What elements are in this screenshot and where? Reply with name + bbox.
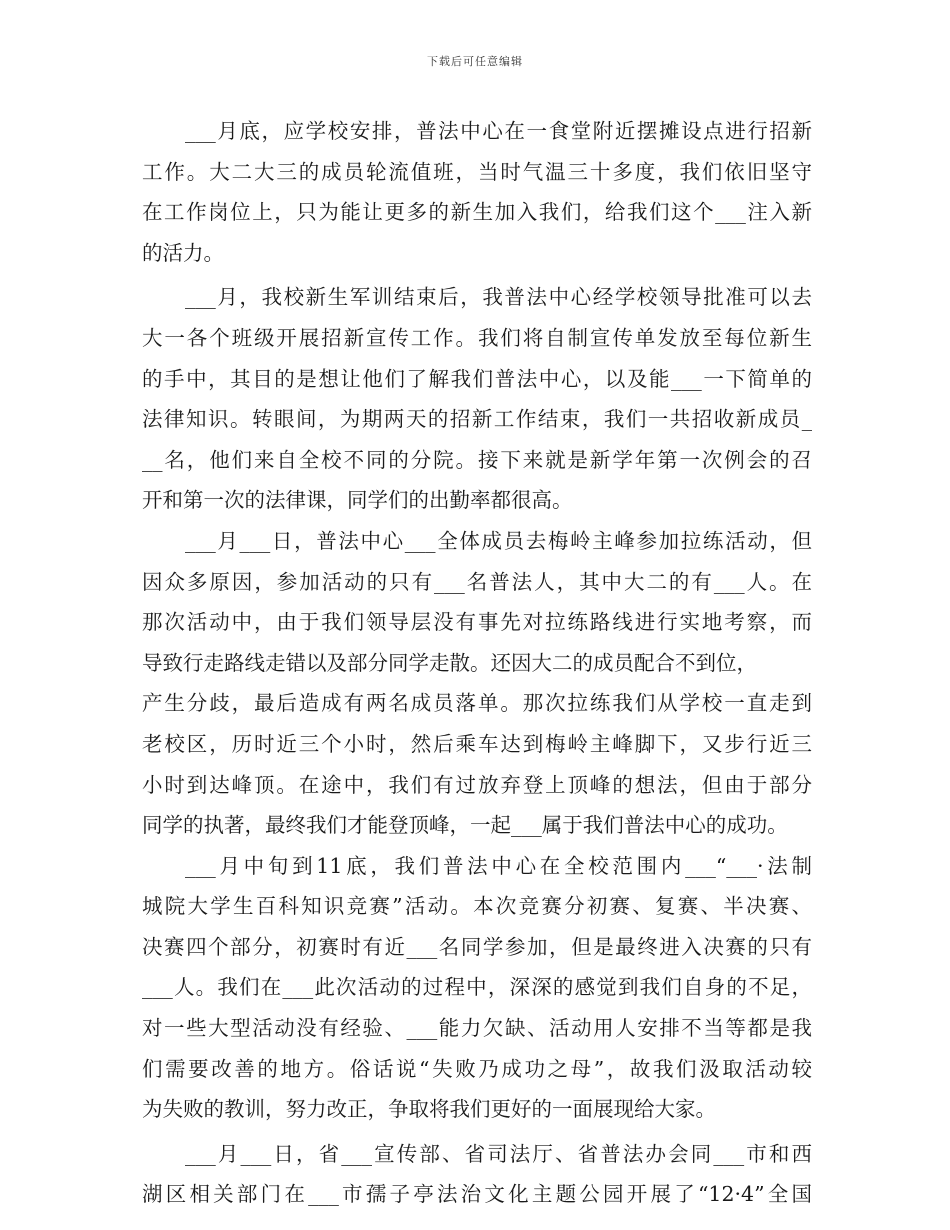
text-line: ___月___日，普法中心___全体成员去梅岭主峰参加拉练活动，但	[185, 528, 812, 553]
text-line: 开和第一次的法律课，同学们的出勤率都很高。	[142, 488, 573, 513]
text-line: __名，他们来自全校不同的分院。接下来就是新学年第一次例会的召	[142, 447, 812, 472]
text-line: 为失败的教训，努力改正，争取将我们更好的一面展现给大家。	[142, 1097, 716, 1122]
text-line: 的活力。	[142, 240, 224, 265]
text-line: 城院大学生百科知识竞赛”活动。本次竞赛分初赛、复赛、半决赛、	[142, 894, 812, 919]
text-line: ___月底，应学校安排，普法中心在一食堂附近摆摊设点进行招新	[185, 119, 812, 143]
text-line: 导致行走路线走错以及部分同学走散。还因大二的成员配合不到位，	[142, 650, 757, 675]
text-line: ___人。我们在___此次活动的过程中，深深的感觉到我们自身的不足，	[142, 975, 812, 1000]
text-line: 决赛四个部分，初赛时有近___名同学参加，但是最终进入决赛的只有	[142, 934, 812, 959]
text-line: 对一些大型活动没有经验、___能力欠缺、活动用人安排不当等都是我	[142, 1016, 812, 1041]
text-line: 那次活动中，由于我们领导层没有事先对拉练路线进行实地考察，而	[142, 610, 812, 635]
text-line: 同学的执著，最终我们才能登顶峰，一起___属于我们普法中心的成功。	[142, 813, 788, 838]
text-line: 因众多原因，参加活动的只有___名普法人，其中大二的有___人。在	[142, 569, 812, 594]
text-line: 湖区相关部门在___市孺子亭法治文化主题公园开展了“12·4”全国	[142, 1182, 812, 1207]
paragraph-law-day-event	[142, 1134, 812, 1215]
text-line: 老校区，历时近三个小时，然后乘车达到梅岭主峰脚下，又步行近三	[142, 731, 812, 756]
text-line: 的手中，其目的是想让他们了解我们普法中心，以及能___一下简单的	[142, 366, 812, 391]
text-line: ___月中旬到11底，我们普法中心在全校范围内___“___·法制	[185, 853, 812, 878]
text-line: 产生分歧，最后造成有两名成员落单。那次拉练我们从学校一直走到	[142, 691, 812, 716]
paragraph-class-publicity	[142, 277, 812, 521]
text-line: 法律知识。转眼间，为期两天的招新工作结束，我们一共招收新成员_	[142, 407, 812, 432]
paragraph-recruitment-booth	[142, 111, 812, 273]
text-line: 工作。大二大三的成员轮流值班，当时气温三十多度，我们依旧坚守	[142, 159, 812, 184]
header-note: 下载后可任意编辑	[427, 55, 523, 68]
text-line: ___月，我校新生军训结束后，我普法中心经学校领导批准可以去	[185, 285, 812, 310]
text-line: 们需要改善的地方。俗话说“失败乃成功之母”，故我们汲取活动较	[142, 1056, 812, 1081]
text-line: ___月___日，省___宣传部、省司法厅、省普法办会同___市和西	[185, 1141, 812, 1166]
text-line: 小时到达峰顶。在途中，我们有过放弃登上顶峰的想法，但由于部分	[142, 772, 812, 797]
paragraph-hiking-activity	[142, 521, 812, 846]
text-line: 大一各个班级开展招新宣传工作。我们将自制宣传单发放至每位新生	[142, 325, 812, 350]
paragraph-knowledge-contest	[142, 846, 812, 1130]
text-line: 在工作岗位上，只为能让更多的新生加入我们，给我们这个___注入新	[142, 200, 812, 225]
document-body	[142, 111, 812, 1215]
